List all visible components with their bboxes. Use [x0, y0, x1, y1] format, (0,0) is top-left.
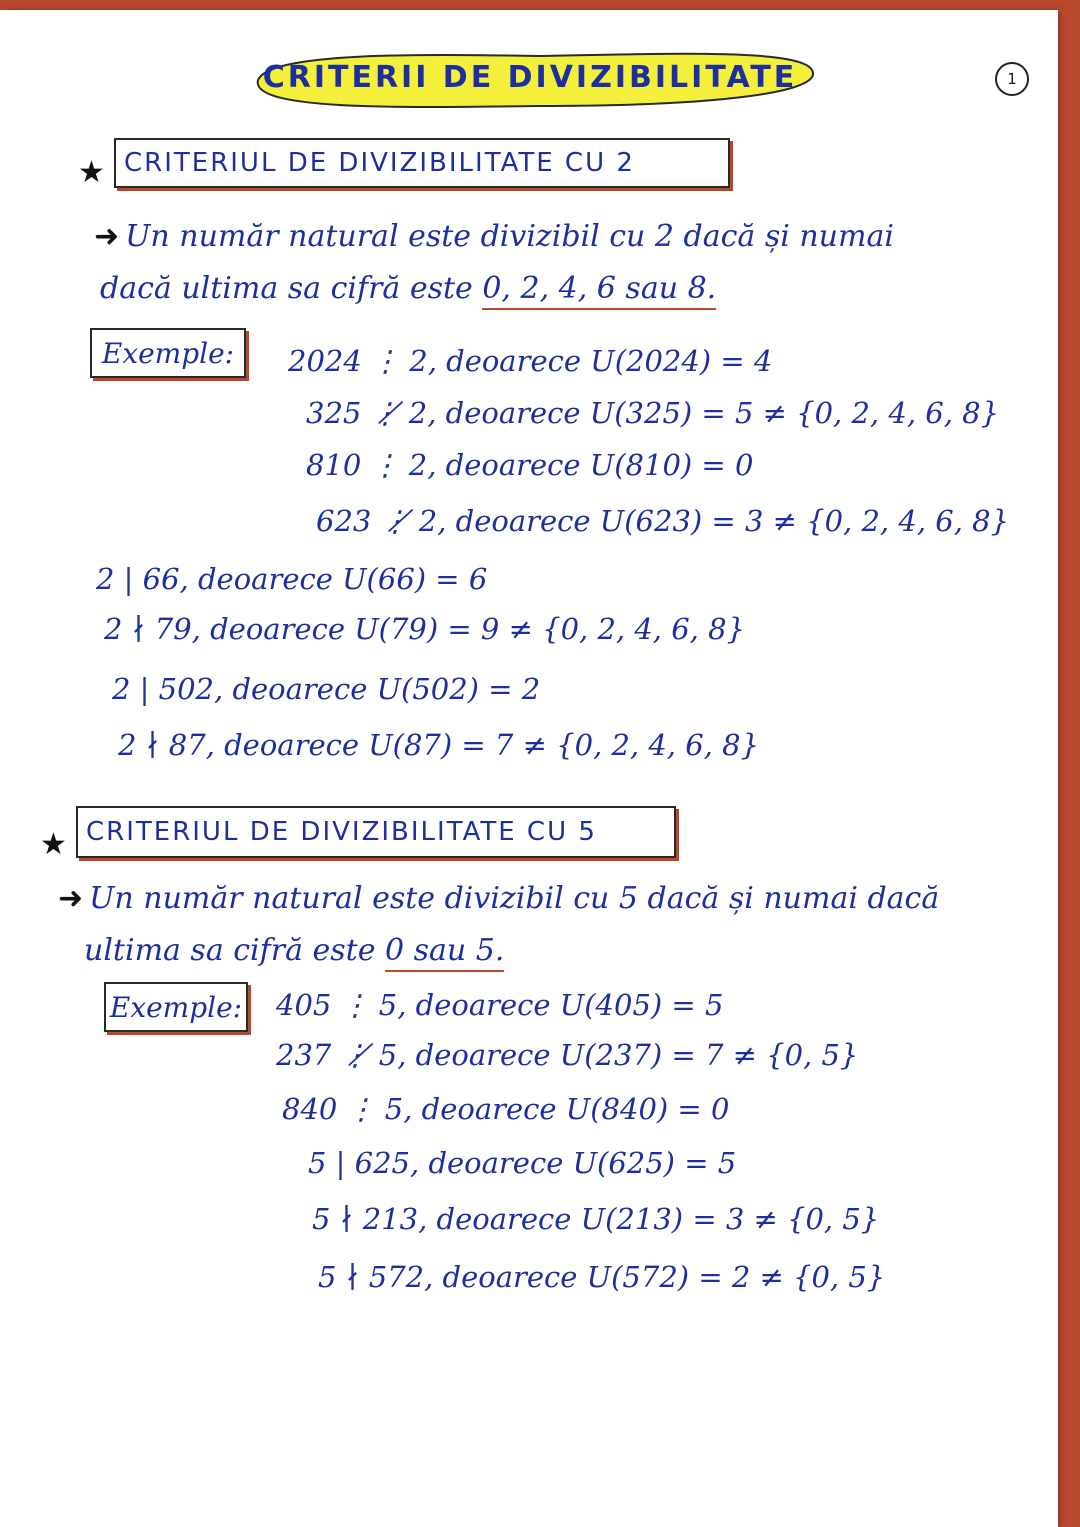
- rule-5-digits: 0 sau 5.: [385, 933, 504, 972]
- example-5-6: 5 ∤ 572, deoarece U(572) = 2 ≠ {0, 5}: [318, 1260, 886, 1294]
- example-2-3: 810 ⋮ 2, deoarece U(810) = 0: [306, 448, 754, 482]
- example-5-5: 5 ∤ 213, deoarece U(213) = 3 ≠ {0, 5}: [312, 1202, 880, 1236]
- star-bullet-icon: ★: [40, 827, 67, 862]
- divides-2-4: 2 ∤ 87, deoarece U(87) = 7 ≠ {0, 2, 4, 6, 8}: [118, 728, 760, 762]
- example-5-3: 840 ⋮ 5, deoarece U(840) = 0: [282, 1092, 730, 1126]
- example-5-4: 5 | 625, deoarece U(625) = 5: [308, 1146, 737, 1180]
- page-title: CRITERII DE DIVIZIBILITATE: [262, 59, 798, 95]
- title-highlight: [240, 40, 820, 114]
- example-2-1: 2024 ⋮ 2, deoarece U(2024) = 4: [288, 344, 773, 378]
- section-heading-5: CRITERIUL DE DIVIZIBILITATE CU 5: [76, 806, 676, 858]
- rule-5-line2: [84, 934, 504, 967]
- example-5-2: 237 ⋮̸ 5, deoarece U(237) = 7 ≠ {0, 5}: [276, 1038, 859, 1072]
- rule-2-digits: 0, 2, 4, 6 sau 8.: [482, 271, 716, 310]
- rule-5-line1: [58, 882, 939, 915]
- example-5-1: 405 ⋮ 5, deoarece U(405) = 5: [276, 988, 724, 1022]
- rule-2-text1: Un număr natural este divizibil cu 2 dacă și numai: [125, 219, 894, 254]
- examples-label-2: Exemple:: [90, 328, 246, 378]
- examples-label-5: Exemple:: [104, 982, 248, 1032]
- notebook-page: [0, 10, 1058, 1527]
- divides-2-1: 2 | 66, deoarece U(66) = 6: [96, 562, 488, 596]
- rule-5-text1: Un număr natural este divizibil cu 5 dacă și numai dacă: [89, 881, 940, 916]
- page-number: 1: [995, 62, 1029, 96]
- divides-2-2: 2 ∤ 79, deoarece U(79) = 9 ≠ {0, 2, 4, 6, 8}: [104, 612, 746, 646]
- example-2-4: 623 ⋮̸ 2, deoarece U(623) = 3 ≠ {0, 2, 4, 6, 8}: [316, 504, 1010, 538]
- rule-2-text2: dacă ultima sa cifră este: [100, 271, 483, 306]
- example-2-2: 325 ⋮̸ 2, deoarece U(325) = 5 ≠ {0, 2, 4, 6, 8}: [306, 396, 1000, 430]
- divides-2-3: 2 | 502, deoarece U(502) = 2: [112, 672, 541, 706]
- arrow-right-icon: ➜: [94, 219, 120, 254]
- section-heading-2: CRITERIUL DE DIVIZIBILITATE CU 2: [114, 138, 730, 188]
- rule-5-text2: ultima sa cifră este: [84, 933, 386, 968]
- rule-2-line2: [100, 272, 716, 305]
- star-bullet-icon: ★: [78, 155, 105, 190]
- rule-2-line1: [94, 220, 894, 253]
- arrow-right-icon: ➜: [58, 881, 84, 916]
